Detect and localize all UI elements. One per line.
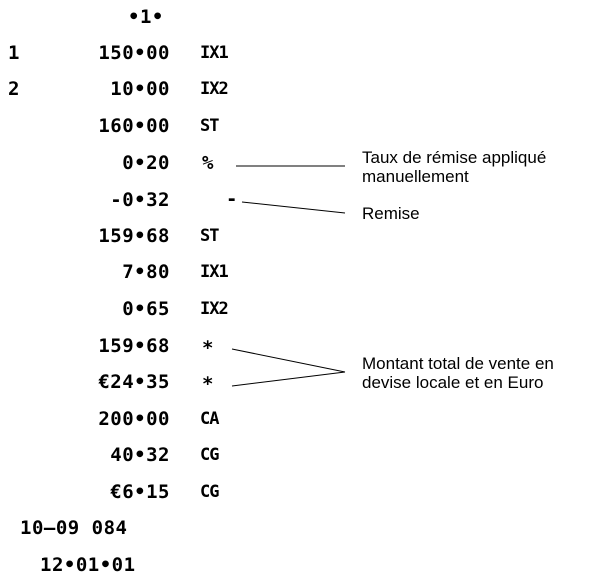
line-code: IX1 bbox=[200, 43, 228, 63]
line-code: CA bbox=[200, 409, 219, 429]
line-amount: 40•32 bbox=[110, 444, 170, 466]
line-amount: 200•00 bbox=[98, 408, 170, 430]
line-code: - bbox=[226, 188, 238, 210]
line-amount: 10•00 bbox=[110, 78, 170, 100]
receipt-header: •1• bbox=[128, 6, 164, 28]
receipt-footer-date: 12•01•01 bbox=[40, 554, 136, 576]
line-amount: 159•68 bbox=[98, 225, 170, 247]
line-amount: 0•20 bbox=[122, 152, 170, 174]
leader-discount bbox=[242, 202, 345, 213]
line-code: IX1 bbox=[200, 262, 228, 282]
line-code: ST bbox=[200, 116, 219, 136]
line-amount: €24•35 bbox=[98, 371, 170, 393]
annotation-discount: Remise bbox=[362, 204, 420, 223]
line-amount: 150•00 bbox=[98, 42, 170, 64]
annotation-total: Montant total de vente en devise locale et en Euro bbox=[362, 354, 554, 392]
line-amount: -0•32 bbox=[110, 189, 170, 211]
line-code: * bbox=[202, 373, 214, 395]
leader-total-local bbox=[232, 349, 345, 372]
receipt-footer-code: 10–09 084 bbox=[20, 517, 128, 539]
line-code: IX2 bbox=[200, 299, 228, 319]
line-code: IX2 bbox=[200, 79, 228, 99]
annotation-rate: Taux de rémise appliqué manuellement bbox=[362, 148, 547, 186]
line-amount: 7•80 bbox=[122, 261, 170, 283]
line-index: 2 bbox=[8, 78, 20, 100]
line-code: CG bbox=[200, 482, 219, 502]
line-code: ST bbox=[200, 226, 219, 246]
line-code: % bbox=[202, 152, 214, 174]
line-code: CG bbox=[200, 445, 219, 465]
leader-total-euro bbox=[232, 372, 345, 386]
line-amount: 160•00 bbox=[98, 115, 170, 137]
line-amount: €6•15 bbox=[110, 481, 170, 503]
line-index: 1 bbox=[8, 42, 20, 64]
line-amount: 159•68 bbox=[98, 335, 170, 357]
line-amount: 0•65 bbox=[122, 298, 170, 320]
line-code: * bbox=[202, 337, 214, 359]
